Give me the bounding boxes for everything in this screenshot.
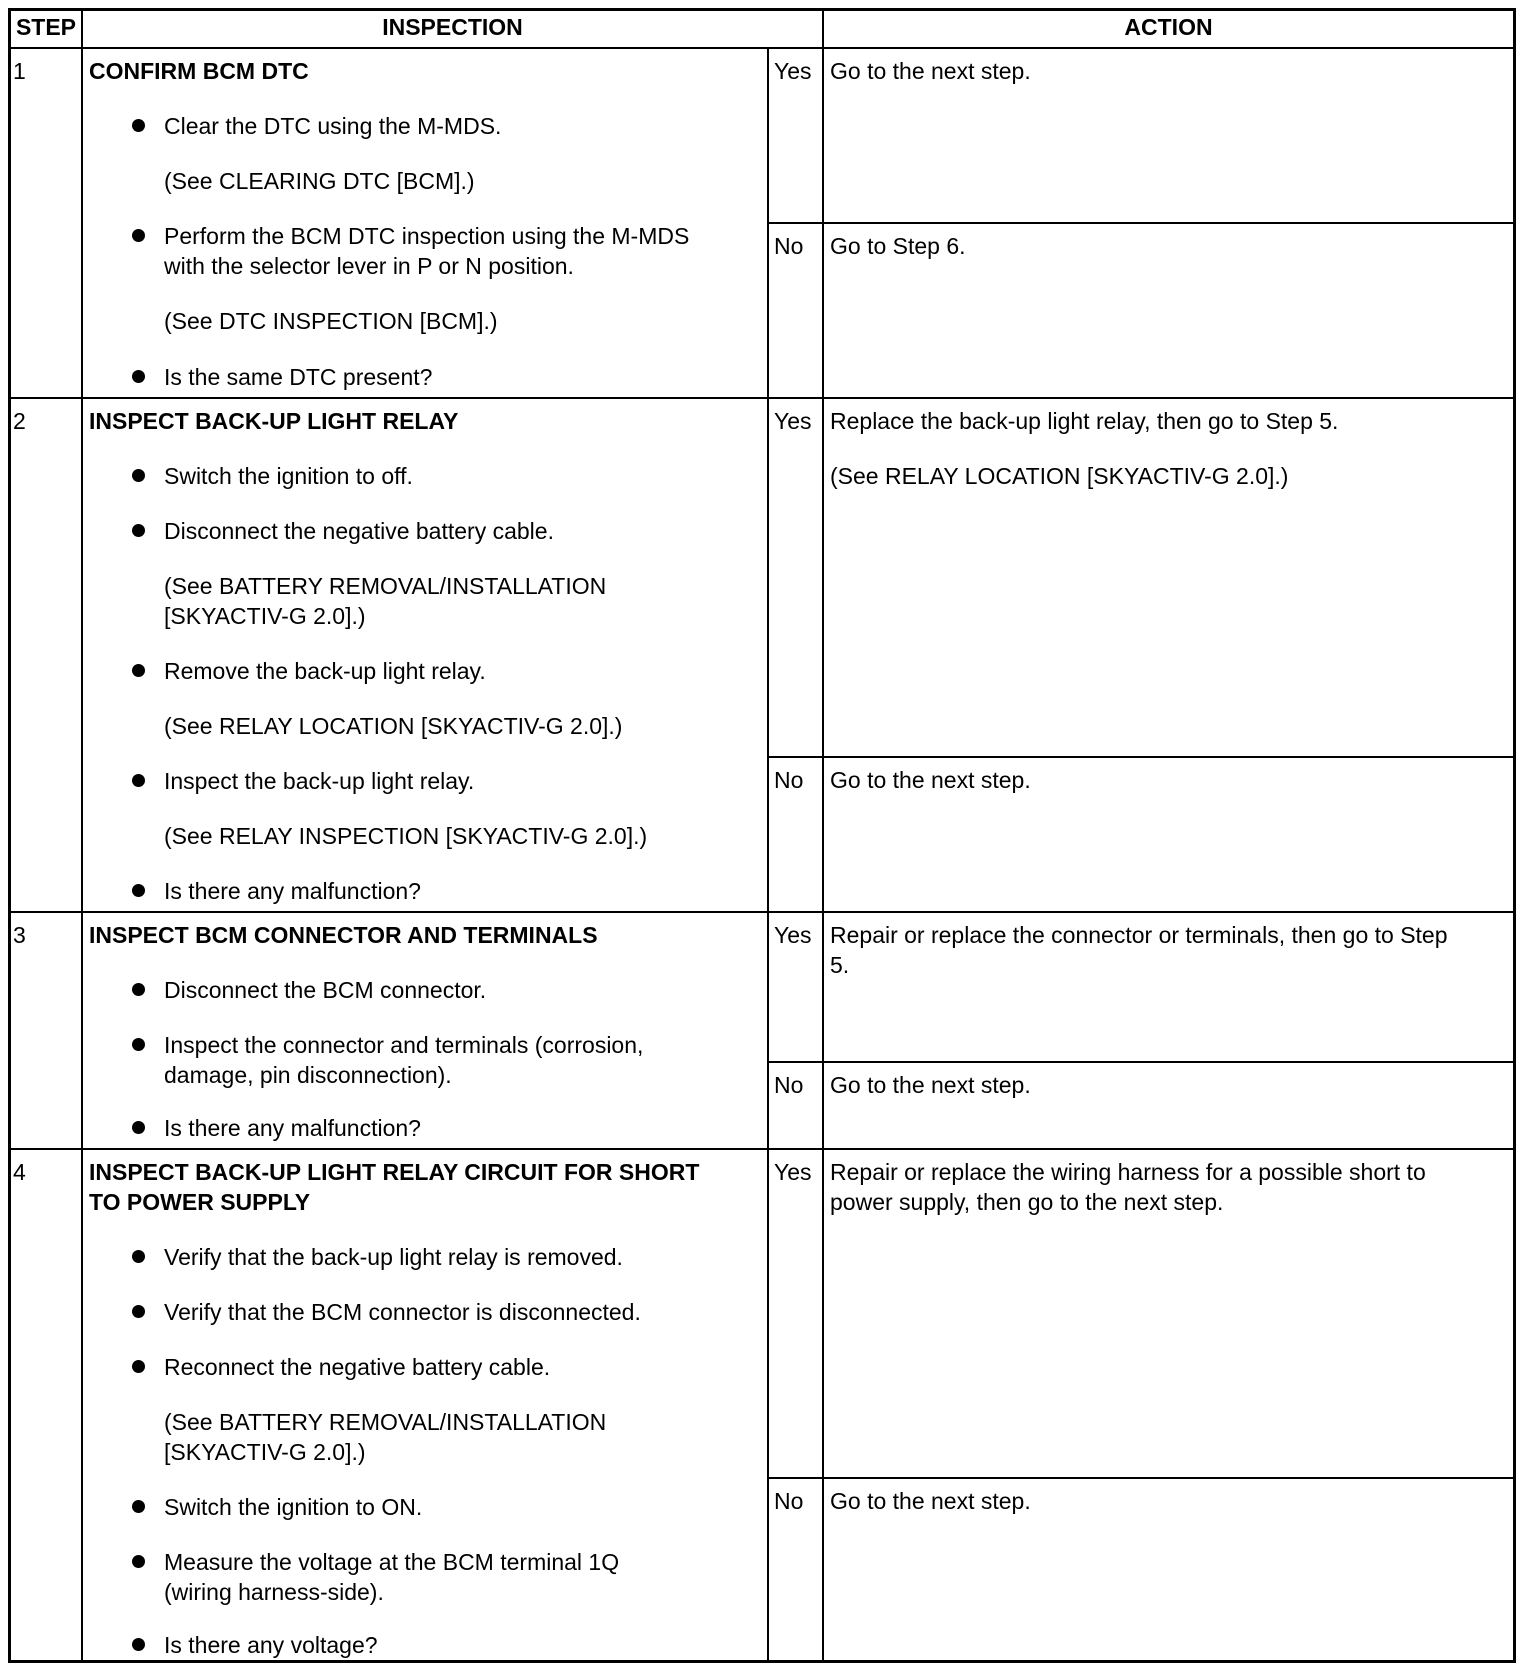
inspection-reference: (See BATTERY REMOVAL/INSTALLATION (164, 573, 607, 599)
step-title: INSPECT BCM CONNECTOR AND TERMINALS (89, 922, 598, 948)
inspection-item-cont: (wiring harness-side). (164, 1579, 384, 1605)
bullet-icon (132, 469, 145, 482)
step-title: CONFIRM BCM DTC (89, 58, 309, 84)
inspection-item-cont: with the selector lever in P or N position. (164, 253, 574, 279)
yes-action: Repair or replace the wiring harness for a possible short to (830, 1159, 1426, 1185)
no-label: No (774, 1488, 804, 1514)
no-label: No (774, 767, 804, 793)
yes-label: Yes (774, 1159, 812, 1185)
no-label: No (774, 1072, 804, 1098)
no-action: Go to the next step. (830, 1072, 1031, 1098)
yes-action: Replace the back-up light relay, then go to Step 5. (830, 408, 1339, 434)
row-divider-2 (8, 911, 1516, 913)
yes-label: Yes (774, 408, 812, 434)
inspection-reference: (See RELAY LOCATION [SKYACTIV-G 2.0].) (164, 713, 623, 739)
step-number: 2 (13, 408, 26, 434)
inspection-item: Verify that the BCM connector is disconnected. (164, 1299, 641, 1325)
bullet-icon (132, 664, 145, 677)
inspection-item: Inspect the connector and terminals (corrosion, (164, 1032, 644, 1058)
bullet-icon (132, 1555, 145, 1568)
yes-no-split-2 (767, 756, 1516, 758)
inspection-item: Remove the back-up light relay. (164, 658, 486, 684)
yes-no-split-4 (767, 1477, 1516, 1479)
header-step: STEP (15, 14, 77, 40)
row-divider-1 (8, 397, 1516, 399)
bullet-icon (132, 1250, 145, 1263)
bullet-icon (132, 524, 145, 537)
yes-action: Repair or replace the connector or terminals, then go to Step (830, 922, 1448, 948)
yes-label: Yes (774, 58, 812, 84)
bullet-icon (132, 1305, 145, 1318)
col-divider-yesno (767, 47, 769, 1663)
inspection-item-cont: damage, pin disconnection). (164, 1062, 452, 1088)
inspection-question: Is there any voltage? (164, 1632, 378, 1658)
bullet-icon (132, 370, 145, 383)
step-title-cont: TO POWER SUPPLY (89, 1189, 311, 1215)
inspection-item: Verify that the back-up light relay is removed. (164, 1244, 623, 1270)
step-title: INSPECT BACK-UP LIGHT RELAY (89, 408, 459, 434)
inspection-item: Reconnect the negative battery cable. (164, 1354, 551, 1380)
inspection-item: Inspect the back-up light relay. (164, 768, 475, 794)
row-divider-3 (8, 1148, 1516, 1150)
inspection-question: Is there any malfunction? (164, 1115, 421, 1141)
yes-action-cont: power supply, then go to the next step. (830, 1189, 1224, 1215)
bullet-icon (132, 1500, 145, 1513)
bullet-icon (132, 884, 145, 897)
bullet-icon (132, 774, 145, 787)
inspection-question: Is the same DTC present? (164, 364, 433, 390)
inspection-reference: (See BATTERY REMOVAL/INSTALLATION (164, 1409, 607, 1435)
yes-label: Yes (774, 922, 812, 948)
yes-no-split-1 (767, 222, 1516, 224)
inspection-reference: (See RELAY INSPECTION [SKYACTIV-G 2.0].) (164, 823, 648, 849)
table-border-right (1513, 8, 1516, 1663)
step-number: 1 (13, 58, 26, 84)
bullet-icon (132, 1360, 145, 1373)
bullet-icon (132, 1121, 145, 1134)
bullet-icon (132, 1038, 145, 1051)
inspection-item: Clear the DTC using the M-MDS. (164, 113, 502, 139)
header-action: ACTION (1124, 14, 1213, 40)
inspection-item: Disconnect the negative battery cable. (164, 518, 554, 544)
inspection-item: Switch the ignition to off. (164, 463, 413, 489)
yes-action-cont: 5. (830, 952, 850, 978)
col-divider-action (822, 8, 824, 1663)
inspection-reference: (See DTC INSPECTION [BCM].) (164, 308, 498, 334)
inspection-item: Switch the ignition to ON. (164, 1494, 423, 1520)
yes-no-split-3 (767, 1061, 1516, 1063)
bullet-icon (132, 229, 145, 242)
inspection-reference: (See CLEARING DTC [BCM].) (164, 168, 475, 194)
inspection-item: Measure the voltage at the BCM terminal 1Q (164, 1549, 620, 1575)
header-inspection: INSPECTION (382, 14, 523, 40)
inspection-item: Perform the BCM DTC inspection using the M-MDS (164, 223, 690, 249)
inspection-item: Disconnect the BCM connector. (164, 977, 487, 1003)
yes-action: Go to the next step. (830, 58, 1031, 84)
table-border-top (8, 8, 1516, 11)
no-action: Go to the next step. (830, 1488, 1031, 1514)
inspection-question: Is there any malfunction? (164, 878, 421, 904)
inspection-reference-cont: [SKYACTIV-G 2.0].) (164, 603, 366, 629)
no-action: Go to Step 6. (830, 233, 966, 259)
step-title: INSPECT BACK-UP LIGHT RELAY CIRCUIT FOR SHORT (89, 1159, 700, 1185)
col-divider-step (81, 8, 83, 1663)
inspection-reference-cont: [SKYACTIV-G 2.0].) (164, 1439, 366, 1465)
step-number: 3 (13, 922, 26, 948)
no-label: No (774, 233, 804, 259)
table-border-left (8, 8, 11, 1663)
step-number: 4 (13, 1159, 26, 1185)
header-divider (8, 47, 1516, 49)
no-action: Go to the next step. (830, 767, 1031, 793)
yes-action-reference: (See RELAY LOCATION [SKYACTIV-G 2.0].) (830, 463, 1289, 489)
bullet-icon (132, 119, 145, 132)
bullet-icon (132, 1638, 145, 1651)
bullet-icon (132, 983, 145, 996)
